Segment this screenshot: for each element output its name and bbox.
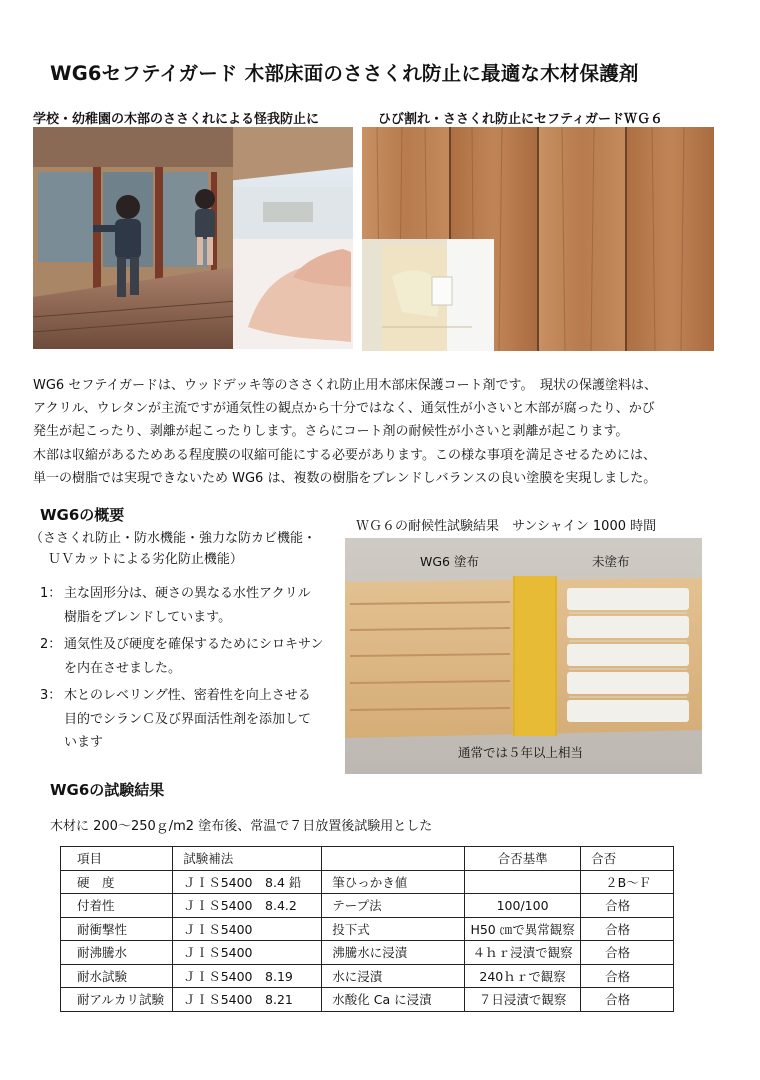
cell-method: 水酸化 Ca に浸漬 [322,988,465,1012]
cell-method: 投下式 [322,917,465,941]
overview-item [40,582,345,629]
cell-standard: ＪＩＳ5400 [173,941,322,965]
cell-standard: ＪＩＳ5400 8.21 [173,988,322,1012]
header-item: 項目 [61,847,173,871]
table-row [61,941,674,965]
overview-sub-line: （ささくれ防止・防水機能・強力な防カビ機能・ [30,531,317,546]
table-row [61,870,674,894]
cell-criteria: H50 ㎝で異常観察 [465,917,581,941]
cell-result: 合格 [581,964,674,988]
header-result: 合否 [581,847,674,871]
label-uncoated: 未塗布 [592,554,630,569]
item-line: 木とのレベリング性、密着性を向上させる [64,688,311,703]
intro-line: WG6 セフテイガードは、ウッドデッキ等のささくれ防止用木部床保護コート剤です。 現状の保護塗料は、 [33,378,657,393]
item-number: 2： [40,637,62,652]
weather-heading: ＷＧ６の耐候性試験結果 サンシャイン 1000 時間 [356,519,657,534]
cell-criteria [465,870,581,894]
school-deck-photo [33,127,353,349]
item-line: います [64,735,104,750]
cell-criteria: ７日浸漬で観察 [465,988,581,1012]
cell-result: 合格 [581,917,674,941]
overview-sub [30,528,316,570]
cell-standard: ＪＩＳ5400 8.4.2 [173,894,322,918]
cell-method: テープ法 [322,894,465,918]
cell-item: 耐水試験 [61,964,173,988]
wood-grain-photo [362,127,714,351]
intro-line: 発生が起こったり、剥離が起こったりします。さらにコート剤の耐候性が小さいと剥離が起こります。 [33,424,629,440]
header-method: 試験補法 [173,847,322,871]
cell-item: 耐アルカリ試験 [61,988,173,1012]
header-blank [322,847,465,871]
header-criteria: 合否基準 [465,847,581,871]
caption-school: 学校・幼稚園の木部のささくれによる怪我防止に [33,112,320,127]
label-coated: WG6 塗布 [420,554,479,569]
intro-paragraph [33,374,723,490]
cell-criteria: ４ｈｒ浸漬で観察 [465,941,581,965]
weather-caption: 通常では５年以上相当 [458,745,584,760]
cell-method: 沸騰水に浸漬 [322,941,465,965]
cell-standard: ＪＩＳ5400 8.19 [173,964,322,988]
tests-heading: WG6の試験結果 [50,781,165,799]
tests-note: 木材に 200～250ｇ/m2 塗布後、常温で７日放置後試験用とした [50,819,433,834]
weather-test-photo [345,538,702,774]
table-row [61,917,674,941]
cell-item: 硬 度 [61,870,173,894]
table-row [61,894,674,918]
item-line: 樹脂をブレンドしています。 [64,609,232,625]
cell-criteria: 100/100 [465,894,581,918]
cell-method: 水に浸漬 [322,964,465,988]
overview-list [40,582,345,755]
cell-item: 耐沸騰水 [61,941,173,965]
overview-item [40,684,345,755]
intro-line: 木部は収縮があるためある程度膜の収縮可能にする必要があります。この様な事項を満足させるためには、 [33,447,656,463]
cell-method: 筆ひっかき値 [322,870,465,894]
table-header-row [61,847,674,871]
item-line: 主な固形分は、硬さの異なる水性アクリル [64,586,311,601]
table-row [61,988,674,1012]
item-line: を内在させました。 [64,660,182,676]
results-table [60,846,674,1012]
cell-result: 合格 [581,941,674,965]
item-number: 1： [40,586,62,601]
cell-criteria: 240ｈｒで観察 [465,964,581,988]
item-number: 3： [40,688,62,703]
item-line: 通気性及び硬度を確保するためにシロキサン [64,637,324,652]
table-row [61,964,674,988]
cell-result: 合格 [581,988,674,1012]
cell-item: 付着性 [61,894,173,918]
caption-crack: ひび割れ・ささくれ防止にセフティガードＷＧ６ [378,112,663,127]
intro-line: 単一の樹脂では実現できないため WG6 は、複数の樹脂をブレンドしバランスの良い塗膜を実現しました。 [33,470,657,486]
item-line: 目的でシランＣ及び界面活性剤を添加して [64,711,312,727]
cell-standard: ＪＩＳ5400 [173,917,322,941]
overview-sub-line: ＵＶカットによる劣化防止機能） [48,552,243,567]
overview-heading: WG6の概要 [40,506,125,524]
cell-result: ２B～Ｆ [581,870,674,894]
cell-result: 合格 [581,894,674,918]
cell-item: 耐衝撃性 [61,917,173,941]
intro-line: アクリル、ウレタンが主流ですが通気性の観点から十分ではなく、通気性が小さいと木部が腐ったり、かび [33,401,655,417]
overview-item [40,633,345,680]
page-title: WG6セフテイガード 木部床面のささくれ防止に最適な木材保護剤 [50,62,639,85]
cell-standard: ＪＩＳ5400 8.4 鉛 [173,870,322,894]
